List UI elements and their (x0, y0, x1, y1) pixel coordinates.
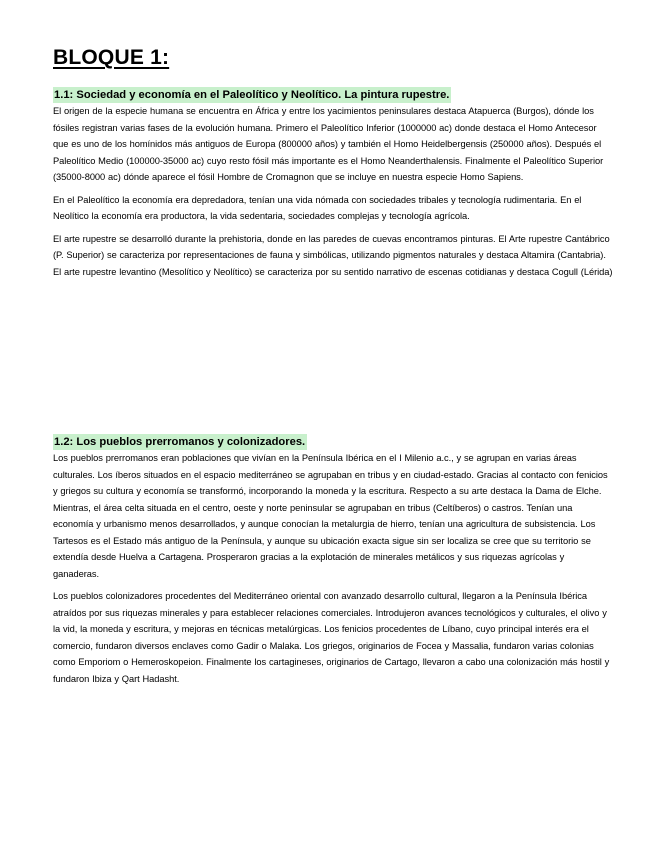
paragraph: En el Paleolítico la economía era depredadora, tenían una vida nómada con sociedades tribales y tecnología rudimentaria. En el Neolítico la economía era productora, la vida sedentaria, sociedades complejas y tecnología agrícola. (53, 194, 582, 221)
section-heading: 1.1: Sociedad y economía en el Paleolítico y Neolítico. La pintura rupestre. (54, 89, 450, 101)
paragraph: Los pueblos colonizadores procedentes del Mediterráneo oriental con avanzado desarrollo cultural, llegaron a la Península Ibérica atraídos por sus riquezas minerales y para establecer relaciones comerciales. Introdujeron avances tecnológicos y culturales, el olivo y la vid, la moneda y escritura, y mejoras en técnicas metalúrgicas. Los fenicios procedentes de Líbano, cuyo principal interés era el comercio, fundaron diversos enclaves como Gadir o Malaka. Los griegos, originarios de Focea y Massalia, fundaron varias colonias como Emporiom o Hemeroskopeion. Finalmente los cartagineses, originarios de Cartago, llevaron a cabo una colonización más hostil y fundaron Ibiza y Qart Hadasht. (53, 591, 610, 684)
page-title: BLOQUE 1: (53, 46, 170, 69)
paragraph: El origen de la especie humana se encuentra en África y entre los yacimientos peninsulares destaca Atapuerca (Burgos), dónde los fósiles registran varias fases de la evolución humana. Primero el Paleolítico Inferior (1000000 ac) donde destaca el Homo Antecesor que es uno de los homínidos más antiguos de Europa (800000 años) y también el Homo Heidelbergensis (250000 años). Después el Paleolítico Medio (100000-35000 ac) cuyo resto fósil más importante es el Homo Neanderthalensis. Finalmente el Paleolítico Superior (35000-8000 ac) dónde aparece el fósil Hombre de Cromagnon que se incluye en nuestra especie Homo Sapiens. (53, 106, 604, 182)
paragraph: El arte rupestre se desarrolló durante la prehistoria, donde en las paredes de cuevas encontramos pinturas. El Arte rupestre Cantábrico (P. Superior) se caracteriza por representaciones de fauna y simbólicas, utilizando pigmentos naturales y destaca Altamira (Cantabria). El arte rupestre levantino (Mesolítico y Neolítico) se caracteriza por su sentido narrativo de escenas cotidianas y destaca Cogull (Lérida) (53, 233, 613, 277)
section-1 (53, 85, 613, 280)
paragraph: Los pueblos prerromanos eran poblaciones que vivían en la Península Ibérica en el I Milenio a.c., y se agrupan en varias áreas culturales. Los íberos situados en el espacio mediterráneo se agrupaban en tribus y en ciudad-estado. Gracias al contacto con fenicios y griegos su cultura y economía se transformó, incorporando la moneda y la escritura. Respecto a su arte destaca la Dama de Elche. Mientras, el área celta situada en el centro, oeste y norte peninsular se agrupaban en tribus (Celtíberos) o castros. Tenían una economía y urbanismo menos desarrollados, y aunque conocían la metalurgia de hierro, tenían una agricultura de subsistencia. Los Tartesos es el Estado más antiguo de la Península, y aunque su ubicación exacta sigue sin ser localiza se cree que su territorio se extendía desde Huelva a Cartagena. Prosperaron gracias a la explotación de minerales metálicos y sus riquezas agrícolas y ganaderas. (53, 453, 608, 579)
section-2 (53, 432, 613, 687)
section-heading: 1.2: Los pueblos prerromanos y colonizadores. (54, 436, 306, 448)
